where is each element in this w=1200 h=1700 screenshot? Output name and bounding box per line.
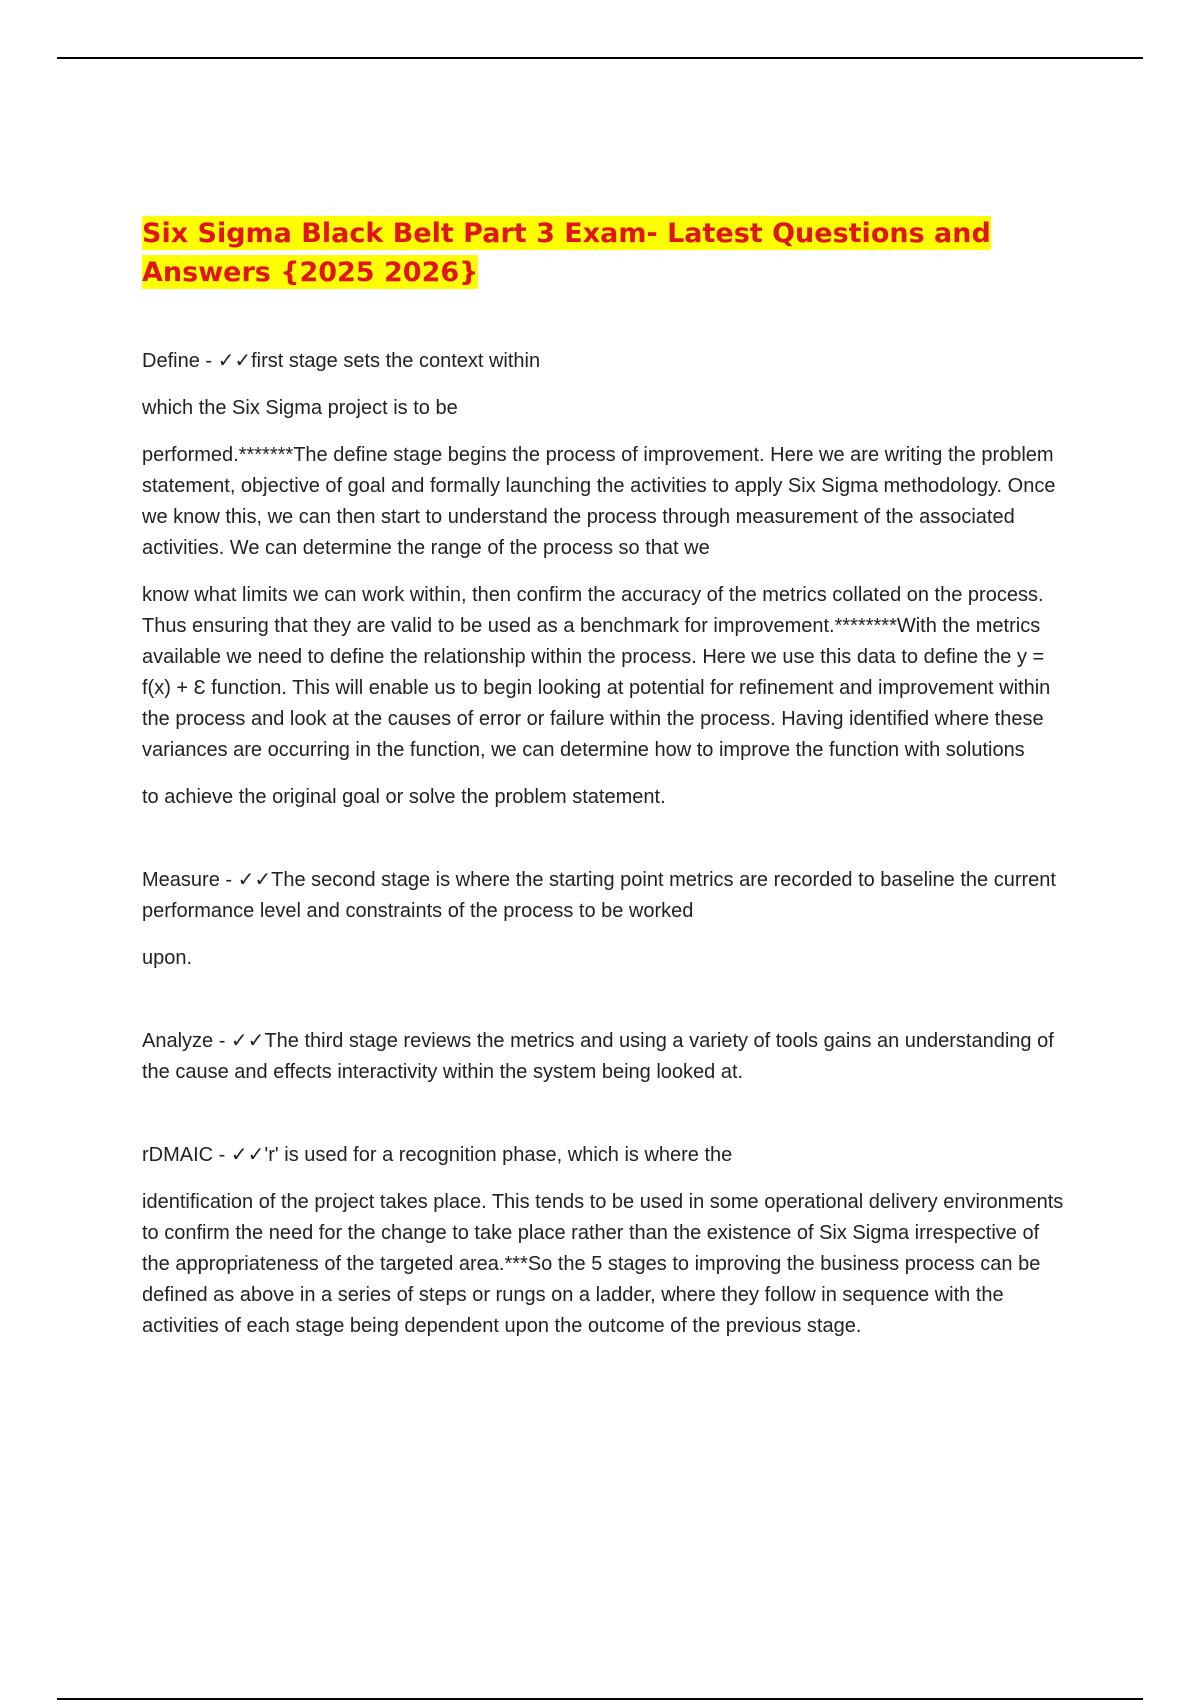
title-line-1: Six Sigma Black Belt Part 3 Exam- Latest Questions and (142, 218, 991, 249)
define-continuation-2: performed.*******The define stage begins the process of improvement. Here we are writing the problem statement, objective of goal and formally launching the activities to apply Six Sigma methodology. Once we know this, we can then start to understand the process through measurement of the associated activities. We can determine the range of the process so that we (142, 444, 1056, 559)
define-continuation-3: know what limits we can work within, then confirm the accuracy of the metrics collated on the process. Thus ensuring that they are valid to be used as a benchmark for improvement.********With the metrics available we need to define the relationship within the process. Here we use this data to define the y = f(x) + Ɛ function. This will enable us to begin looking at potential for refinement and improvement within the process and look at the causes of error or failure within the process. Having identified where these variances are occurring in the function, we can determine how to improve the function with solutions (142, 584, 1051, 761)
measure-continuation: upon. (142, 947, 193, 969)
rdmaic-term: rDMAIC - ✓✓'r' is used for a recognition phase, which is where the (142, 1144, 733, 1166)
analyze-term: Analyze - ✓✓The third stage reviews the metrics and using a variety of tools gains an understanding of the cause and effects interactivity within the system being looked at. (142, 1030, 1054, 1083)
document-body (142, 214, 1072, 1342)
define-continuation-1: which the Six Sigma project is to be (142, 397, 458, 419)
define-term: Define - ✓✓first stage sets the context within (142, 350, 541, 372)
top-rule (57, 57, 1143, 59)
title-line-2: Answers {2025 2026} (142, 257, 479, 288)
define-continuation-4: to achieve the original goal or solve the problem statement. (142, 786, 666, 808)
rdmaic-continuation: identification of the project takes place. This tends to be used in some operational delivery environments to confirm the need for the change to take place rather than the existence of Six Sigma irrespective of the appropriateness of the targeted area.***So the 5 stages to improving the business process can be defined as above in a series of steps or rungs on a ladder, where they follow in sequence with the activities of each stage being dependent upon the outcome of the previous stage. (142, 1191, 1064, 1337)
document-title (142, 214, 1072, 292)
measure-term: Measure - ✓✓The second stage is where the starting point metrics are recorded to baseline the current performance level and constraints of the process to be worked (142, 869, 1056, 922)
